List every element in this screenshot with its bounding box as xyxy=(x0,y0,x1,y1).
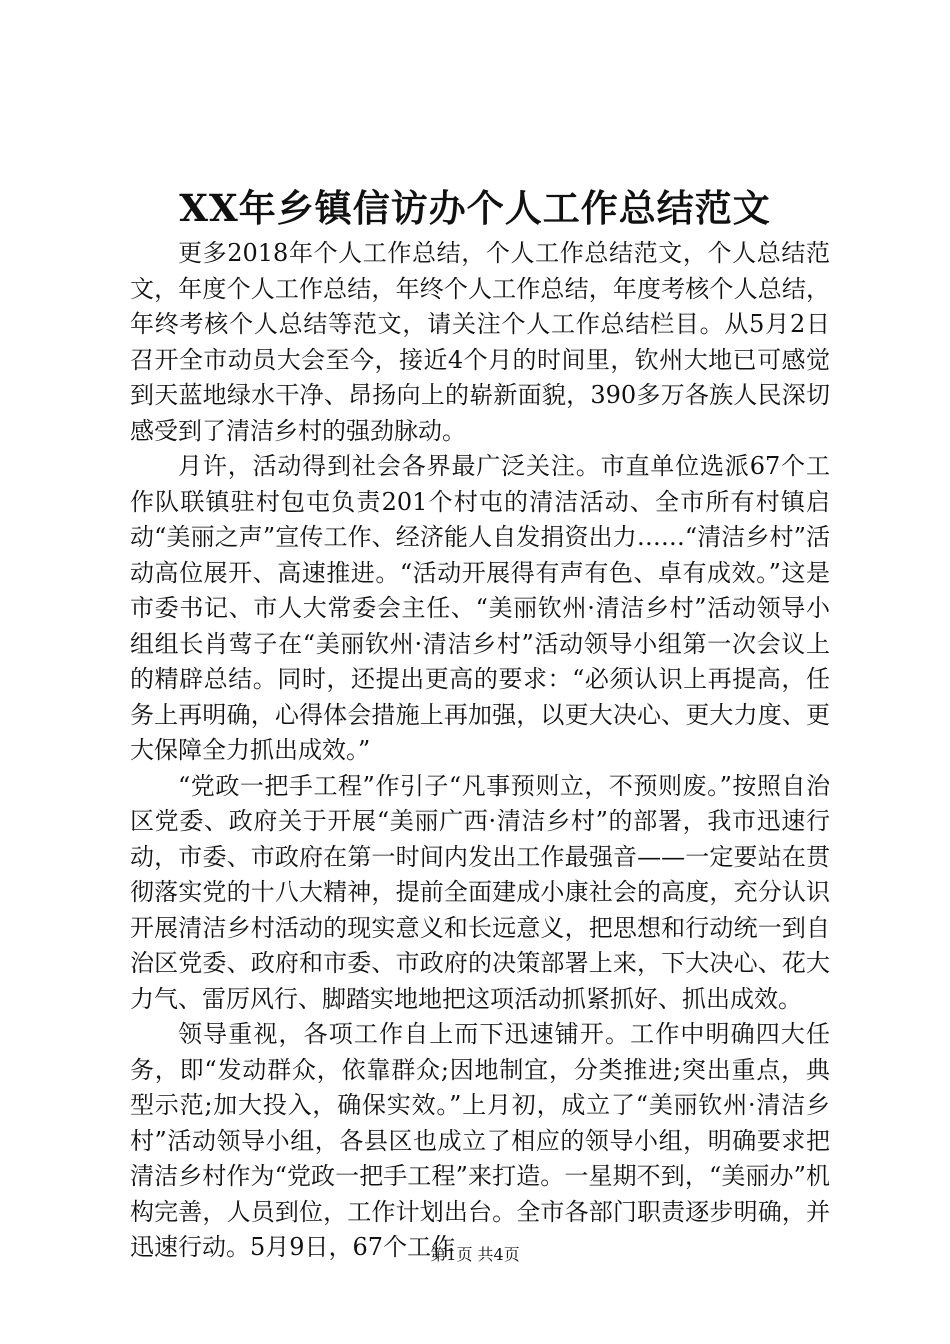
page-footer: 第1页 共4页 xyxy=(430,1245,520,1264)
paragraph: 更多2018年个人工作总结，个人工作总结范文，个人总结范文，年度个人工作总结，年终个人工作总结，年度考核个人总结，年终考核个人总结等范文，请关注个人工作总结栏目。从5月2日召开全市动员大会至今，接近4个月的时间里，钦州大地已可感觉到天蓝地绿水干净、昂扬向上的崭新面貌，390多万各族人民深切感受到了清洁乡村的强劲脉动。 xyxy=(130,239,830,445)
paragraph: “党政一把手工程”作引子“凡事预则立，不预则废。”按照自治区党委、政府关于开展“美丽广西·清洁乡村”的部署，我市迅速行动，市委、市政府在第一时间内发出工作最强音——一定要站在贯彻落实党的十八大精神，提前全面建成小康社会的高度，充分认识开展清洁乡村活动的现实意义和长远意义，把思想和行动统一到自治区党委、政府和市委、市政府的决策部署上来，下大决心、花大力气、雷厉风行、脚踏实地地把这项活动抓紧抓好、抓出成效。 xyxy=(130,771,830,1013)
paragraph: 月许，活动得到社会各界最广泛关注。市直单位选派67个工作队联镇驻村包屯负责201个村屯的清洁活动、全市所有村镇启动“美丽之声”宣传工作、经济能人自发捐资出力……“清洁乡村”活动高位展开、高速推进。“活动开展得有声有色、卓有成效。”这是市委书记、市人大常委会主任、“美丽钦州·清洁乡村”活动领导小组组长肖莺子在“美丽钦州·清洁乡村”活动领导小组第一次会议上的精辟总结。同时，还提出更高的要求：“必须认识上再提高，任务上再明确，心得体会措施上再加强，以更大决心、更大力度、更大保障全力抓出成效。” xyxy=(130,452,830,764)
document-body xyxy=(130,236,830,1266)
document-title: XX年乡镇信访办个人工作总结范文 xyxy=(179,186,771,230)
paragraph: 领导重视，各项工作自上而下迅速铺开。工作中明确四大任务，即“发动群众，依靠群众;因地制宜，分类推进;突出重点，典型示范;加大投入，确保实效。”上月初，成立了“美丽钦州·清洁乡村”活动领导小组，各县区也成立了相应的领导小组，明确要求把清洁乡村作为“党政一把手工程”来打造。一星期不到，“美丽办”机构完善，人员到位，工作计划出台。全市各部门职责逐步明确，并迅速行动。5月9日，67个工作 xyxy=(130,1020,830,1261)
